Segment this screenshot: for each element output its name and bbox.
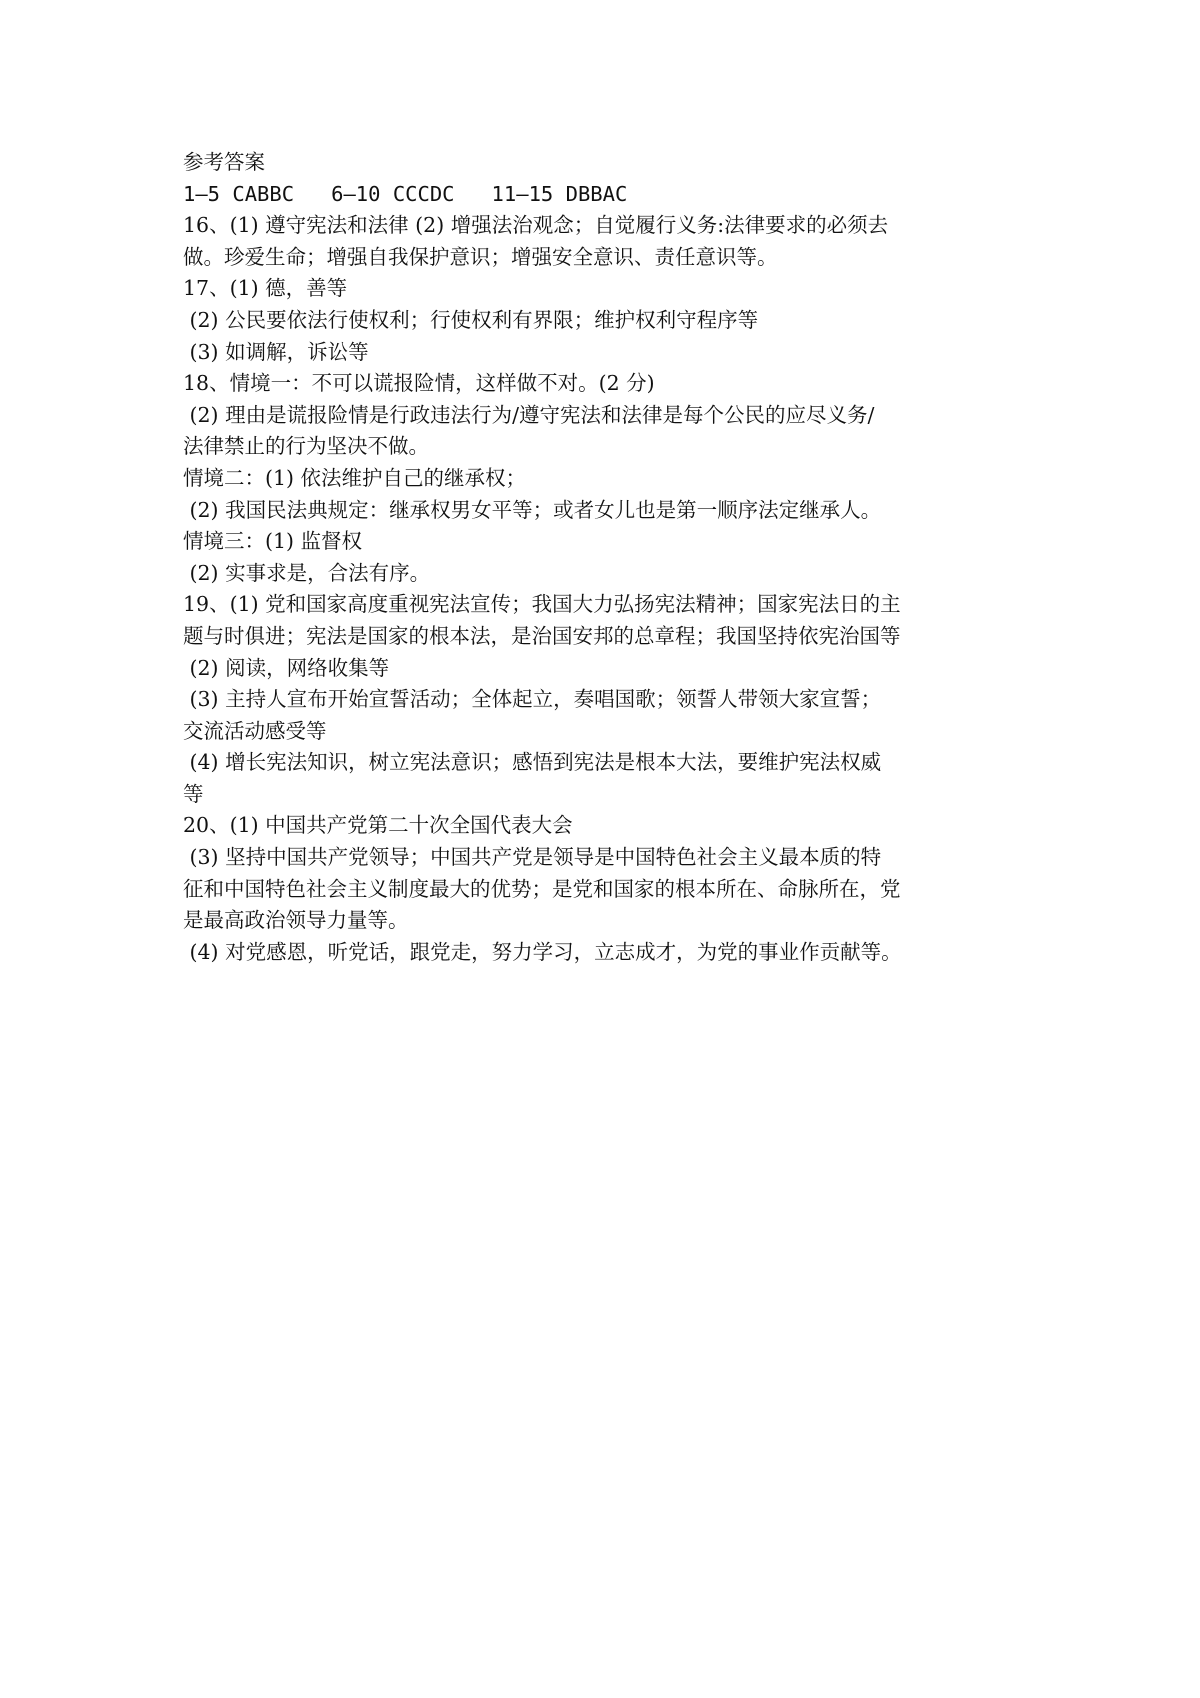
answer-line: 17、(1) 德，善等 <box>183 276 348 301</box>
answer-line: (3) 如调解，诉讼等 <box>183 339 369 364</box>
answer-line: 19、(1) 党和国家高度重视宪法宣传；我国大力弘扬宪法精神；国家宪法日的主 <box>183 592 901 617</box>
answer-line: 18、情境一：不可以谎报险情，这样做不对。(2 分) <box>183 371 655 396</box>
document-title: 参考答案 <box>183 150 265 174</box>
answer-line: (4) 对党感恩，听党话，跟党走，努力学习，立志成才，为党的事业作贡献等。 <box>183 939 902 964</box>
answer-line: (3) 主持人宣布开始宣誓活动；全体起立，奏唱国歌；领誓人带领大家宣誓； <box>183 687 882 712</box>
multiple-choice-answers: 1—5 CABBC 6—10 CCCDC 11—15 DBBAC <box>183 181 628 206</box>
answer-line: 是最高政治领导力量等。 <box>183 908 409 933</box>
answer-line: 交流活动感受等 <box>183 718 327 743</box>
answer-line: 情境二：(1) 依法维护自己的继承权； <box>183 465 527 490</box>
answer-line: (2) 实事求是，合法有序。 <box>183 560 431 585</box>
answer-line: 做。珍爱生命；增强自我保护意识；增强安全意识、责任意识等。 <box>183 244 778 269</box>
answer-line: 16、(1) 遵守宪法和法律 (2) 增强法治观念；自觉履行义务:法律要求的必须去 <box>183 213 889 238</box>
answer-line: 法律禁止的行为坚决不做。 <box>183 434 429 459</box>
answer-line: 等 <box>183 781 204 806</box>
answer-line: (4) 增长宪法知识，树立宪法意识；感悟到宪法是根本大法，要维护宪法权威 <box>183 750 882 775</box>
answer-line: (2) 阅读，网络收集等 <box>183 655 390 680</box>
answer-line: (2) 我国民法典规定：继承权男女平等；或者女儿也是第一顺序法定继承人。 <box>183 497 882 522</box>
answer-line: (3) 坚持中国共产党领导；中国共产党是领导是中国特色社会主义最本质的特 <box>183 845 882 870</box>
answer-line: (2) 理由是谎报险情是行政违法行为/遵守宪法和法律是每个公民的应尽义务/ <box>183 402 875 427</box>
answer-line: 征和中国特色社会主义制度最大的优势；是党和国家的根本所在、命脉所在，党 <box>183 876 901 901</box>
answer-key-content <box>183 147 1033 968</box>
answer-line: 情境三：(1) 监督权 <box>183 529 363 554</box>
answer-line: (2) 公民要依法行使权利；行使权利有界限；维护权利守程序等 <box>183 307 759 332</box>
answer-line: 20、(1) 中国共产党第二十次全国代表大会 <box>183 813 573 838</box>
answer-line: 题与时俱进；宪法是国家的根本法，是治国安邦的总章程；我国坚持依宪治国等 <box>183 623 901 648</box>
